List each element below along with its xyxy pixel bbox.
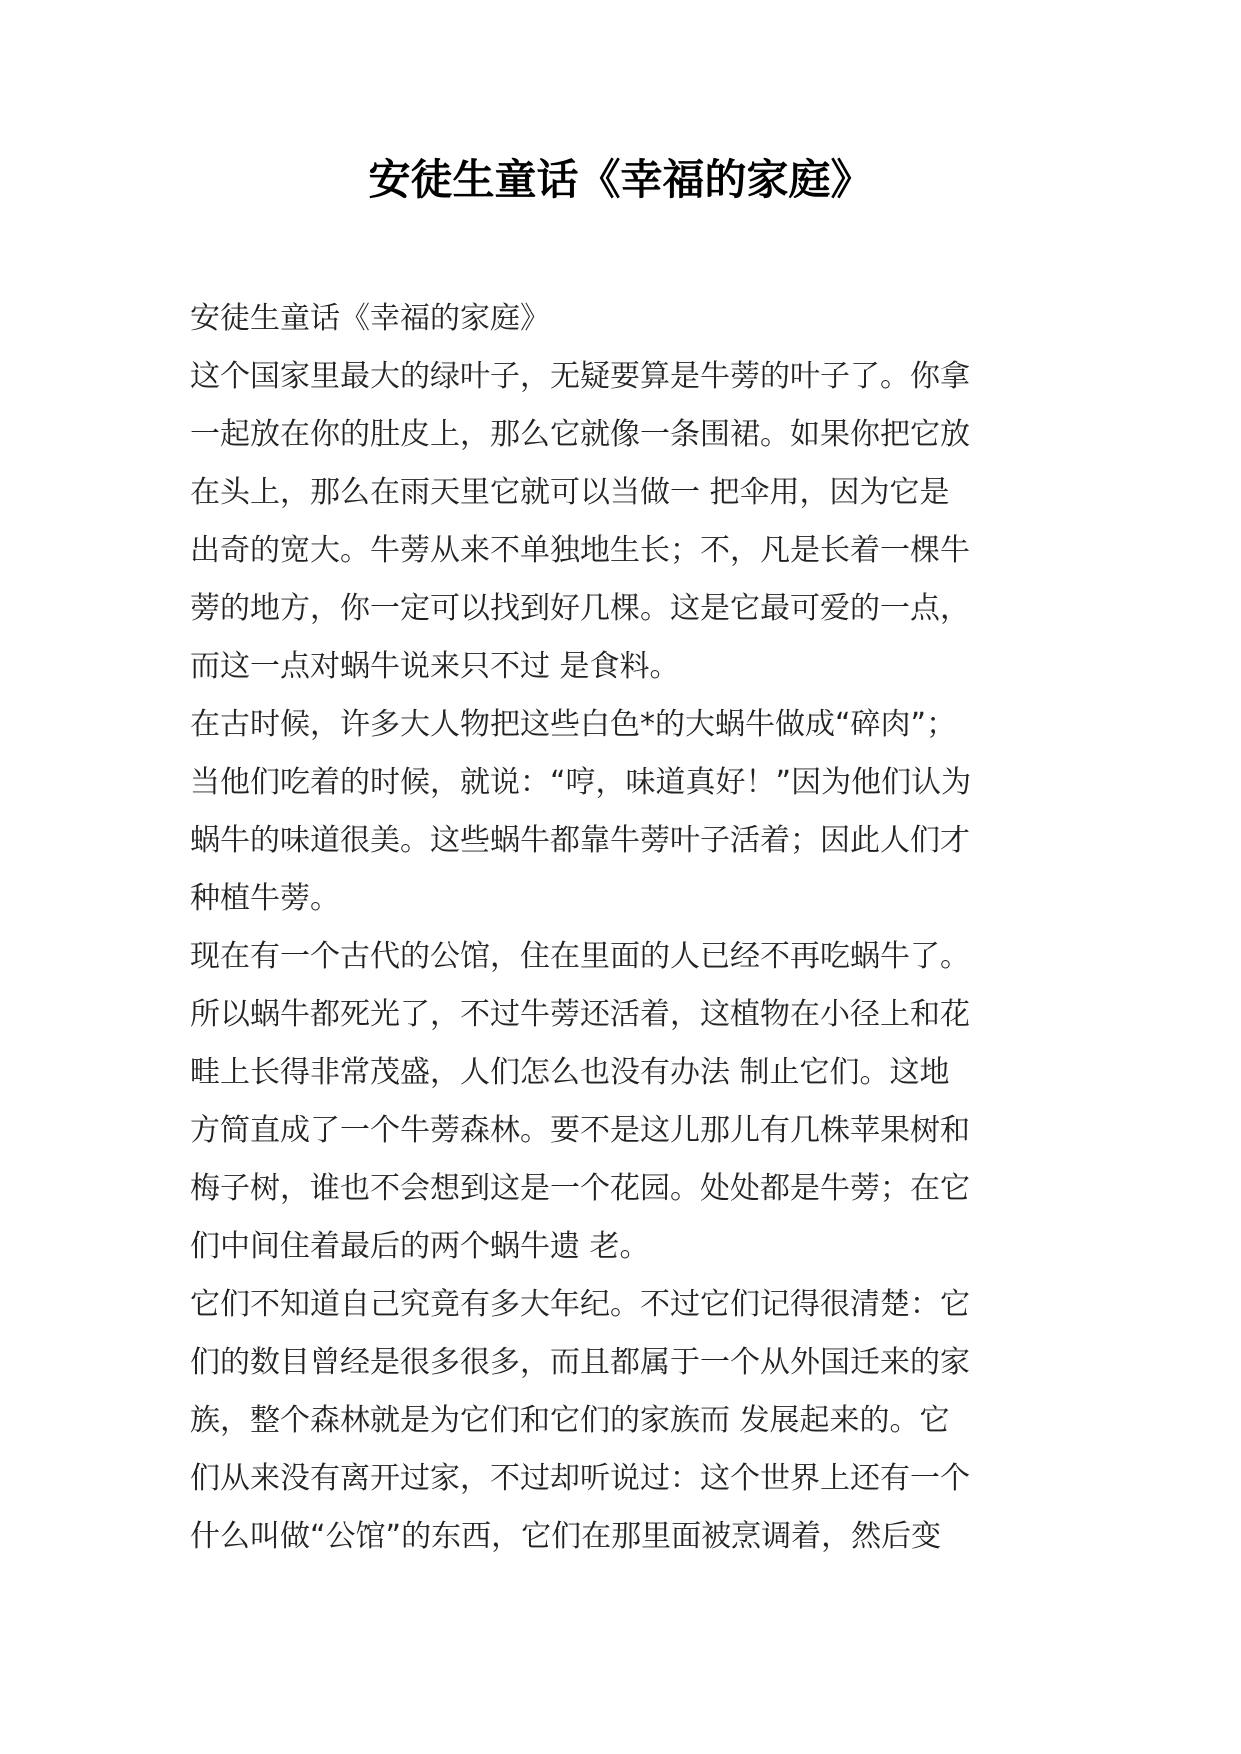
body-line: 梅子树，谁也不会想到这是一个花园。处处都是牛蒡；在它 bbox=[190, 1171, 970, 1206]
body-line: 安徒生童话《幸福的家庭》 bbox=[190, 301, 550, 336]
body-line: 这个国家里最大的绿叶子，无疑要算是牛蒡的叶子了。你拿 bbox=[190, 359, 970, 394]
body-line: 现在有一个古代的公馆，住在里面的人已经不再吃蜗牛了。 bbox=[190, 939, 970, 974]
body-line: 方简直成了一个牛蒡森林。要不是这儿那儿有几株苹果树和 bbox=[190, 1113, 970, 1148]
body-line: 们中间住着最后的两个蜗牛遗 老。 bbox=[190, 1229, 650, 1264]
document-title: 安徒生童话《幸福的家庭》 bbox=[368, 155, 873, 204]
body-line: 所以蜗牛都死光了，不过牛蒡还活着，这植物在小径上和花 bbox=[190, 997, 970, 1032]
body-line: 蒡的地方，你一定可以找到好几棵。这是它最可爱的一点， bbox=[190, 591, 970, 626]
body-line: 一起放在你的肚皮上，那么它就像一条围裙。如果你把它放 bbox=[190, 417, 970, 452]
body-line: 出奇的宽大。牛蒡从来不单独地生长；不，凡是长着一棵牛 bbox=[190, 533, 970, 568]
body-line: 它们不知道自己究竟有多大年纪。不过它们记得很清楚：它 bbox=[190, 1287, 970, 1322]
document-body bbox=[190, 290, 1070, 1566]
body-line: 族，整个森林就是为它们和它们的家族而 发展起来的。它 bbox=[190, 1403, 950, 1438]
body-line: 畦上长得非常茂盛，人们怎么也没有办法 制止它们。这地 bbox=[190, 1055, 950, 1090]
body-line: 在头上，那么在雨天里它就可以当做一 把伞用，因为它是 bbox=[190, 475, 950, 510]
body-line: 在古时候，许多大人物把这些白色*的大蜗牛做成“碎肉”； bbox=[190, 707, 957, 742]
body-line: 们从来没有离开过家，不过却听说过：这个世界上还有一个 bbox=[190, 1461, 970, 1496]
body-line: 而这一点对蜗牛说来只不过 是食料。 bbox=[190, 649, 680, 684]
body-line: 当他们吃着的时候，就说：“哼，味道真好！”因为他们认为 bbox=[190, 765, 972, 800]
body-line: 蜗牛的味道很美。这些蜗牛都靠牛蒡叶子活着；因此人们才 bbox=[190, 823, 970, 858]
body-line: 们的数目曾经是很多很多，而且都属于一个从外国迁来的家 bbox=[190, 1345, 970, 1380]
body-line: 什么叫做“公馆”的东西，它们在那里面被烹调着，然后变 bbox=[190, 1519, 942, 1554]
body-line: 种植牛蒡。 bbox=[190, 881, 340, 916]
